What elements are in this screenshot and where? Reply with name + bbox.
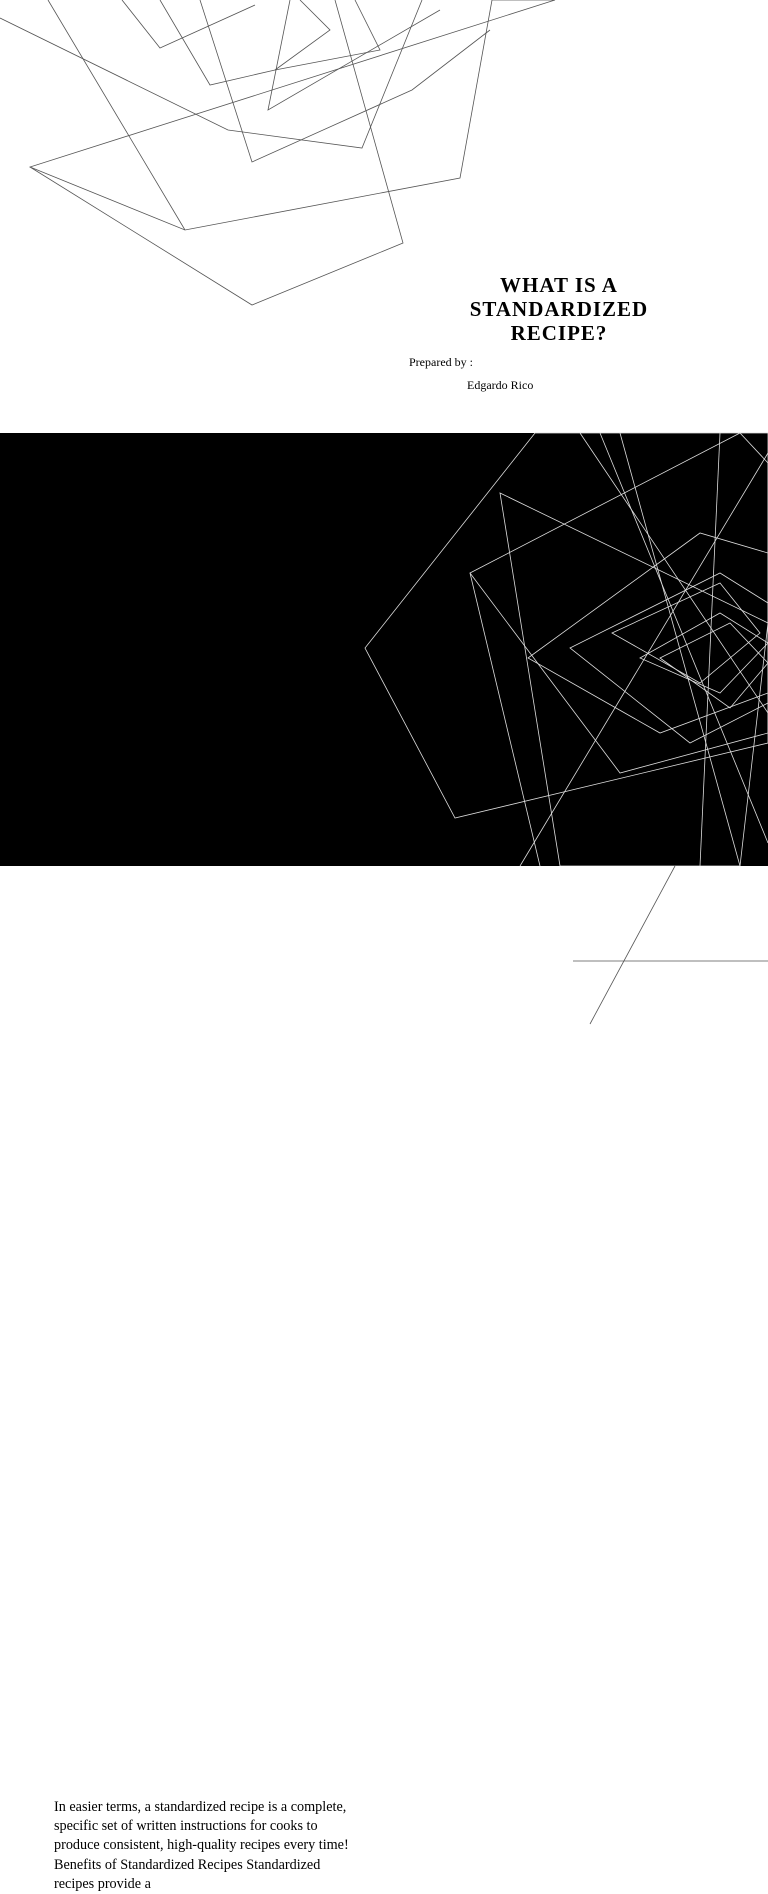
decorative-line-art <box>0 866 768 1024</box>
slide-title: WHAT IS A STANDARDIZED RECIPE? <box>469 273 649 345</box>
decorative-line-art <box>0 433 768 866</box>
explanation-paragraph: In easier terms, a standardized recipe is a complete, specific set of written instructions for cooks to produce consistent, high-quality recipes every time! Benefits of Standardized Recipes Standardized recipes provide a <box>54 1799 349 1892</box>
title-slide <box>0 0 768 433</box>
definition-slide <box>0 433 768 1217</box>
prepared-by-label: Prepared by : <box>409 355 473 369</box>
definition-paragraph: “has been tried, adapted, and retried several times for use by a given food service operation and has been found to produce the same good results and yield every time when the exact procedures are used with same type of equipment and the same quantity and quality of ingredients.” <box>58 1027 339 1217</box>
author-name: Edgardo Rico <box>467 378 534 392</box>
decorative-line-art <box>0 0 768 433</box>
